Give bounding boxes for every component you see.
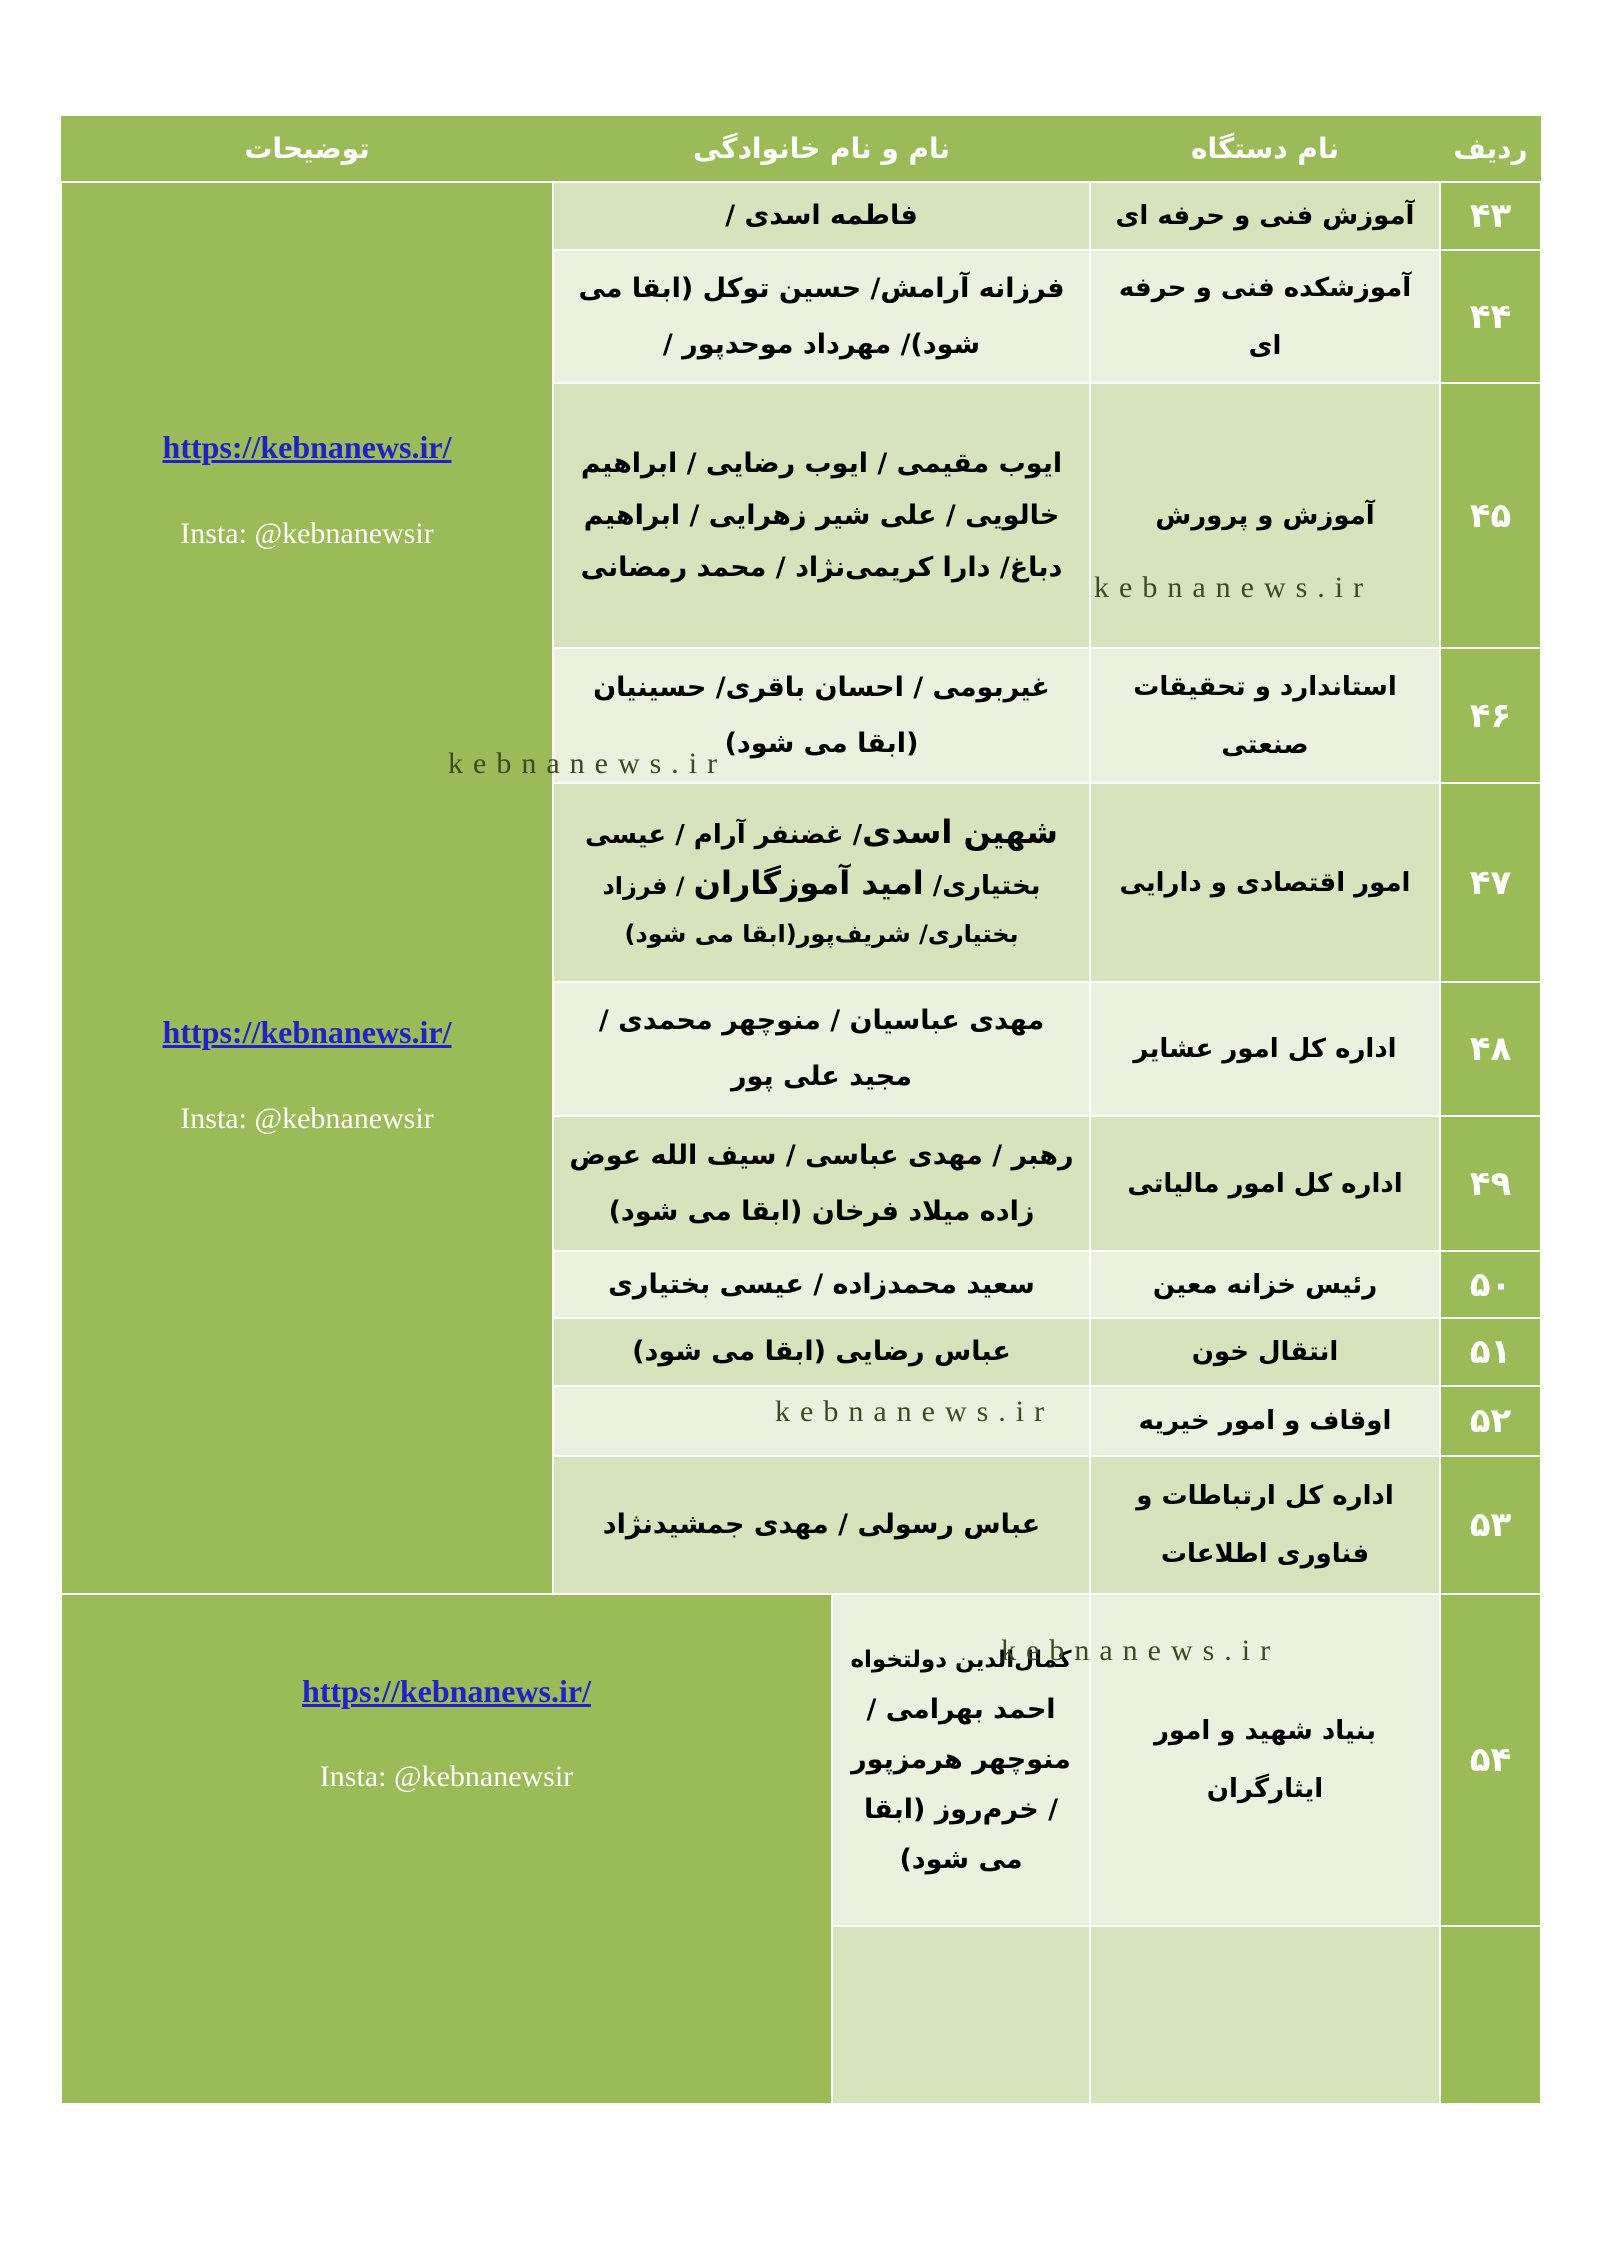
organization-name: اداره کل امور مالیاتی [1090,1116,1440,1251]
row-number: ۴۹ [1440,1116,1541,1251]
row-number: ۴۷ [1440,783,1541,982]
website-link[interactable]: https://kebnanews.ir/ [302,1673,591,1709]
person-names-text: مهدی عباسیان / منوچهر محمدی / مجید علی پور [598,1005,1045,1092]
organization-name: اداره کل امور عشایر [1090,982,1440,1116]
row-number: ۴۵ [1440,383,1541,648]
row-number: ۴۶ [1440,648,1541,783]
row-number-empty [1440,1926,1541,2104]
row-number: ۵۲ [1440,1386,1541,1456]
person-names-text [847,1635,1075,1885]
emphasized-name: شهین اسدی [862,812,1058,851]
organization-name: انتقال خون [1090,1318,1440,1386]
instagram-handle: Insta: @kebnanewsir [319,1760,574,1793]
person-names [553,1456,1090,1594]
row-number: ۴۳ [1440,182,1541,250]
notes-cell [61,1594,832,2104]
organization-name: آموزشکده فنی و حرفه ای [1090,250,1440,383]
person-names-text: فرزانه آرامش/ حسین توکل (ابقا می شود)/ مهرداد موحدپور / [578,272,1065,360]
watermark-text: kebnanews.ir [775,1395,1055,1428]
organization-name: آموزش فنی و حرفه ای [1090,182,1440,250]
organization-name: رئیس خزانه معین [1090,1251,1440,1318]
person-names: سعید محمدزاده / عیسی بختیاری [553,1251,1090,1318]
organization-name: امور اقتصادی و دارایی [1090,783,1440,982]
person-names-empty [832,1926,1090,2104]
person-names: فاطمه اسدی / [553,182,1090,250]
watermark-text: kebnanews.ir [448,747,728,780]
person-names-text: غیربومی / احسان باقری/ حسینیان (ابقا می شود) [593,671,1050,759]
name-first-line: کمال‌الدین دولتخواه [850,1647,1072,1673]
row-number: ۴۸ [1440,982,1541,1116]
header-names: نام و نام خانوادگی [553,116,1090,182]
person-names-text [568,808,1075,958]
name-segment: احمد بهرامی / منوچهر هرمزپور / خرم‌روز (ابقا می شود) [851,1694,1071,1875]
person-names: عباس رضایی (ابقا می شود) [553,1318,1090,1386]
row-number: ۵۴ [1440,1594,1541,1926]
notes-cell [61,182,553,1594]
organization-name: اداره کل ارتباطات و فناوری اطلاعات [1090,1456,1440,1594]
person-names [553,982,1090,1116]
header-radif: ردیف [1440,116,1541,182]
website-link[interactable]: https://kebnanews.ir/ [162,429,452,465]
header-dastgah: نام دستگاه [1090,116,1440,182]
watermark-text: kebnanews.ir [1094,571,1374,604]
personnel-table [61,116,1541,2104]
organization-name: آموزش و پرورش [1090,383,1440,648]
organization-name-empty [1090,1926,1440,2104]
organization-name: استاندارد و تحقیقات صنعتی [1090,648,1440,783]
name-segment: / غضنفر آرام / عیسی بختیاری/ [585,819,1041,901]
instagram-handle: Insta: @kebnanewsir [180,517,434,550]
organization-name: اوقاف و امور خیریه [1090,1386,1440,1456]
row-number: ۵۳ [1440,1456,1541,1594]
watermark-text: kebnanews.ir [1001,1634,1281,1667]
person-names [553,1116,1090,1251]
person-names [553,783,1090,982]
row-number: ۵۱ [1440,1318,1541,1386]
row-number: ۴۴ [1440,250,1541,383]
person-names-text: رهبر / مهدی عباسی / سیف الله عوض زاده میلاد فرخان (ابقا می شود) [569,1139,1074,1227]
emphasized-name: امید آموزگاران [693,863,924,902]
website-link[interactable]: https://kebnanews.ir/ [162,1014,452,1050]
header-notes: توضیحات [61,116,553,182]
row-number: ۵۰ [1440,1251,1541,1318]
instagram-handle: Insta: @kebnanewsir [180,1102,434,1135]
name-segment: / فرزاد بختیاری/ شریف‌پور(ابقا می شود) [602,871,1019,948]
organization-name: بنیاد شهید و امور ایثارگران [1090,1594,1440,1926]
person-names [553,383,1090,648]
person-names-text: عباس رسولی / مهدی جمشیدنژاد [602,1509,1041,1540]
person-names [553,250,1090,383]
person-names-text: ایوب مقیمی / ایوب رضایی / ابراهیم خالویی / علی شیر زهرایی / ابراهیم دباغ/ دارا کریمی‌نژاد / محمد رمضانی [580,447,1063,583]
